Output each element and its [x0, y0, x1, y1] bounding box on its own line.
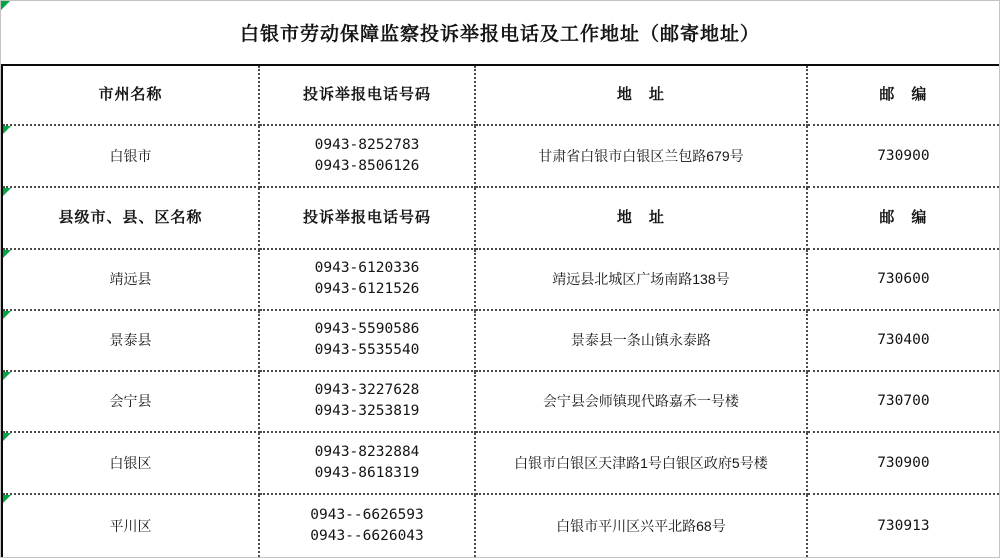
city-header-phone: 投诉举报电话号码 [260, 66, 476, 126]
county-row-address: 白银市平川区兴平北路68号 [476, 495, 808, 558]
county-row-name: 会宁县 [3, 372, 260, 434]
green-corner-marker-icon [3, 250, 11, 258]
county-row-address: 会宁县会师镇现代路嘉禾一号楼 [476, 372, 808, 434]
county-row-name: 平川区 [3, 495, 260, 558]
county-row-address: 靖远县北城区广场南路138号 [476, 250, 808, 312]
green-corner-marker-icon [3, 433, 11, 441]
city-header-address: 地 址 [476, 66, 808, 126]
county-header-name: 县级市、县、区名称 [3, 188, 260, 250]
city-row-name: 白银市 [3, 126, 260, 189]
green-corner-marker-icon [3, 126, 11, 134]
county-header-address: 地 址 [476, 188, 808, 250]
green-corner-marker-icon [3, 372, 11, 380]
county-row-phones: 0943-3227628 0943-3253819 [260, 372, 476, 434]
county-row-postal: 730400 [808, 311, 999, 372]
city-header-postal: 邮 编 [808, 66, 999, 126]
page-title [1, 1, 999, 64]
county-row-address: 景泰县一条山镇永泰路 [476, 311, 808, 372]
county-row-name: 景泰县 [3, 311, 260, 372]
county-row-postal: 730900 [808, 433, 999, 495]
county-row-phones: 0943-5590586 0943-5535540 [260, 311, 476, 372]
green-corner-marker-icon [3, 311, 11, 319]
county-header-phone: 投诉举报电话号码 [260, 188, 476, 250]
green-corner-marker-icon [3, 495, 11, 503]
city-header-name: 市州名称 [3, 66, 260, 126]
county-row-name: 白银区 [3, 433, 260, 495]
county-header-postal: 邮 编 [808, 188, 999, 250]
county-row-postal: 730913 [877, 517, 930, 534]
county-row-postal: 730700 [808, 372, 999, 434]
county-row-phones: 0943-6120336 0943-6121526 [260, 250, 476, 312]
county-row-phones: 0943-8232884 0943-8618319 [260, 433, 476, 495]
page-title-text: 白银市劳动保障监察投诉举报电话及工作地址（邮寄地址） [239, 24, 760, 45]
county-row-phones: 0943--6626593 0943--6626043 [260, 495, 476, 558]
county-row-address: 白银市白银区天津路1号白银区政府5号楼 [476, 433, 808, 495]
city-row-phones: 0943-8252783 0943-8506126 [260, 126, 476, 189]
city-row-address: 甘肃省白银市白银区兰包路679号 [476, 126, 808, 189]
contact-table [1, 64, 1000, 558]
county-row-postal: 730600 [808, 250, 999, 312]
city-row-postal: 730900 [808, 126, 999, 189]
green-corner-marker-icon [1, 1, 10, 10]
county-row-name: 靖远县 [3, 250, 260, 312]
green-corner-marker-icon [3, 188, 11, 196]
